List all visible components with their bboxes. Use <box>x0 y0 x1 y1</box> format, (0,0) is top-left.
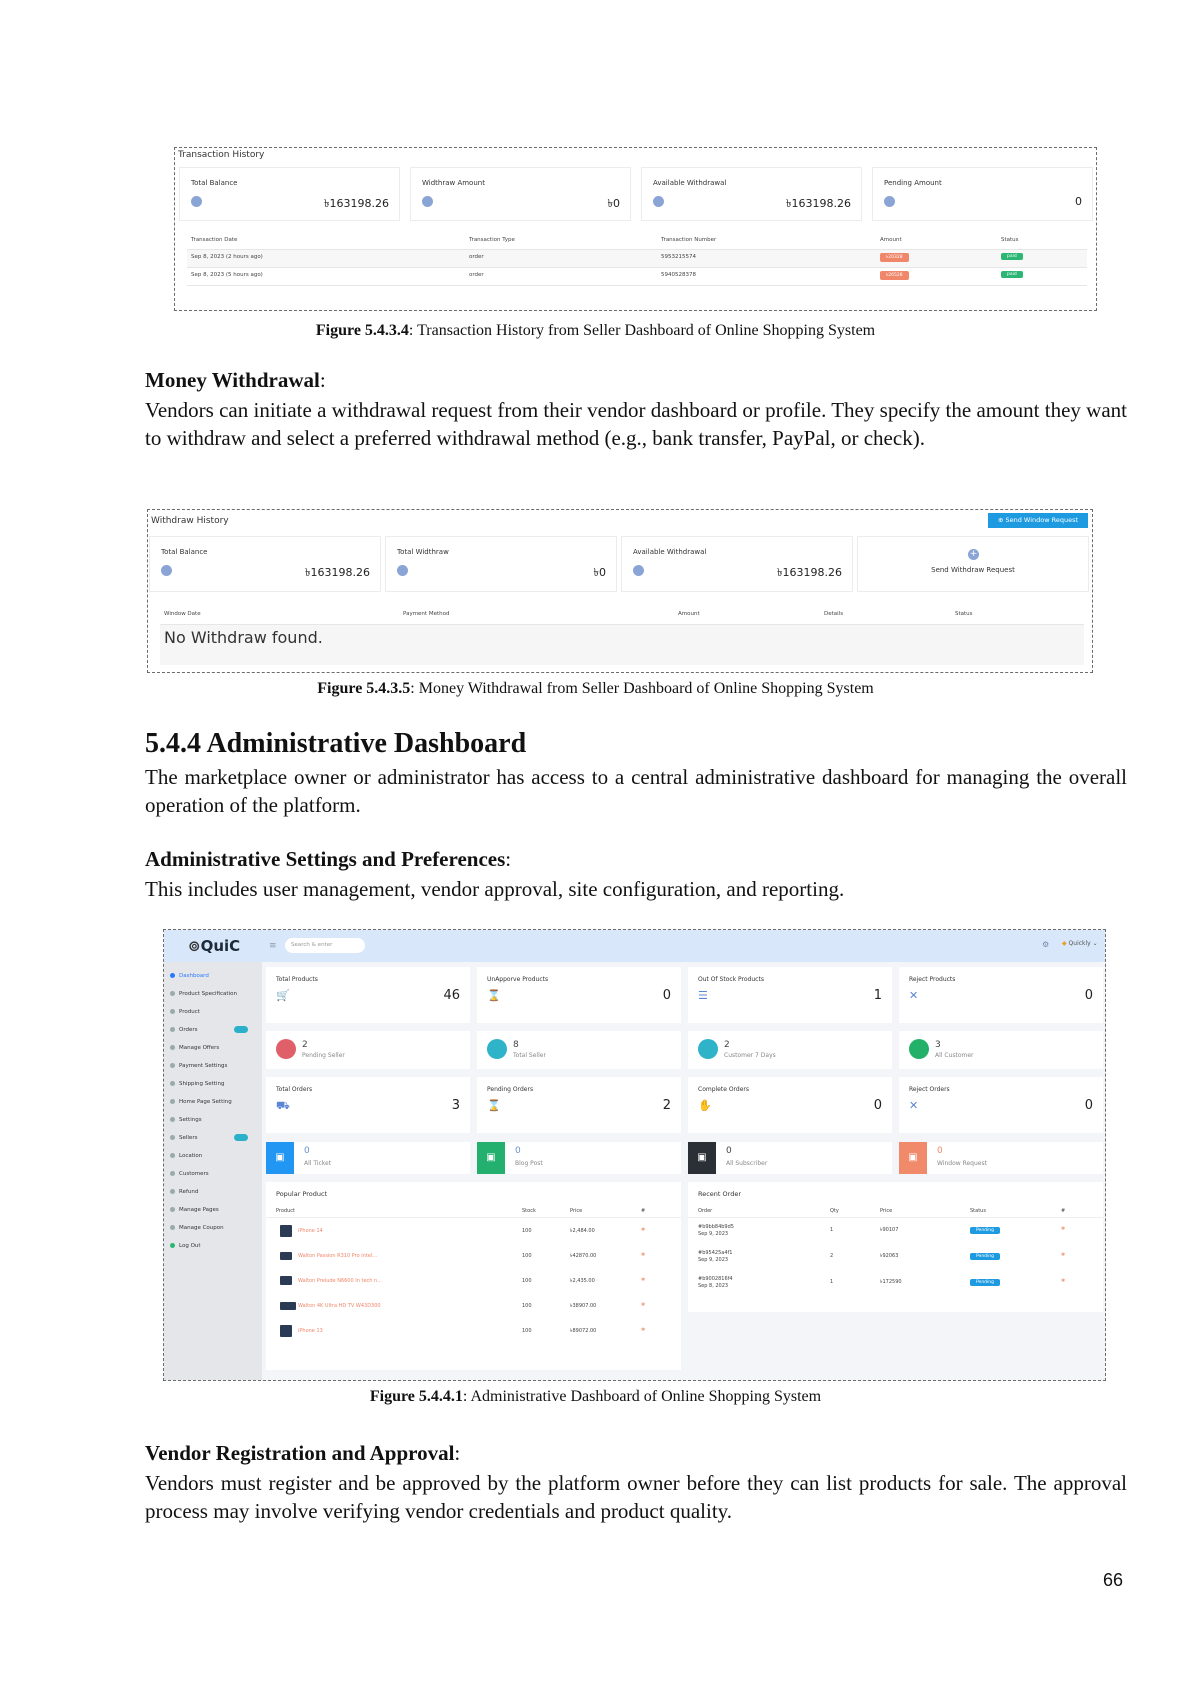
eye-icon[interactable]: ✱ <box>641 1252 646 1258</box>
gear-icon <box>170 991 175 996</box>
figure-caption: Figure 5.4.3.5: Money Withdrawal from Seller Dashboard of Online Shopping System <box>317 680 874 697</box>
vendor-paragraph: Vendors must register and be approved by the platform owner before they can list products for sale. The approval process may involve verifying vendor credentials and product quality. <box>145 1471 1127 1523</box>
pending-orders-card: Pending Orders ⌛ 2 <box>477 1077 681 1133</box>
user-icon <box>698 1039 718 1059</box>
table-row[interactable]: #b95425a4f1 Sep 9, 2023 2 ৳92063 Pending ✱ <box>698 1250 1066 1263</box>
transaction-history-figure <box>174 147 1097 311</box>
logo-mark-icon: ⊚ <box>188 937 201 955</box>
product-thumbnail <box>280 1252 292 1260</box>
sidebar-item-manage-coupon[interactable]: Manage Coupon <box>170 1225 224 1231</box>
window-request-tile[interactable]: ▣ 0 Window Request <box>899 1142 1103 1174</box>
status-badge: Pending <box>970 1253 1000 1260</box>
total-balance-card: Total Balance ৳163198.26 <box>150 537 380 591</box>
hourglass-icon: ⌛ <box>487 1099 501 1112</box>
money-withdrawal-paragraph: Vendors can initiate a withdrawal request from their vendor dashboard or profile. They specify the amount they want to withdraw and select a preferred withdrawal method (e.g., bank transfer, PayPal, or check). <box>145 398 1127 450</box>
available-withdrawal-card: Available Withdrawal ৳163198.26 <box>642 168 861 220</box>
blog-icon: ▣ <box>477 1142 505 1174</box>
figure-caption: Figure 5.4.3.4: Transaction History from Seller Dashboard of Online Shopping System <box>315 322 876 339</box>
user-icon <box>397 565 408 576</box>
user-icon <box>653 196 664 207</box>
search-input[interactable]: Search & enter <box>285 938 365 953</box>
figure-title: Transaction History <box>178 150 265 160</box>
pending-seller-card: 2 Pending Seller <box>266 1031 470 1069</box>
coupon-icon <box>170 1225 175 1230</box>
home-icon <box>170 973 175 978</box>
menu-icon[interactable]: ≡ <box>269 941 277 951</box>
sidebar-item-orders[interactable]: Orders <box>170 1027 198 1033</box>
sellers-icon <box>170 1135 175 1140</box>
section-heading: 5.4.4 Administrative Dashboard <box>145 728 527 759</box>
eye-icon[interactable]: ✱ <box>1061 1278 1066 1284</box>
shipping-icon <box>170 1081 175 1086</box>
table-row[interactable]: Walton Passion R310 Pro intel... 100 ৳42870.00 ✱ <box>266 1249 681 1269</box>
sidebar-item-payment-settings[interactable]: Payment Settings <box>170 1063 227 1069</box>
admin-settings-paragraph: This includes user management, vendor approval, site configuration, and reporting. <box>145 877 845 901</box>
amount-badge: ৳26528 <box>880 271 909 280</box>
reject-products-card: Reject Products ✕ 0 <box>899 967 1103 1023</box>
status-badge: Pending <box>970 1279 1000 1286</box>
customers-icon <box>170 1171 175 1176</box>
hourglass-icon: ⌛ <box>487 989 501 1002</box>
orders-badge <box>234 1026 248 1033</box>
settings-icon <box>170 1117 175 1122</box>
user-icon <box>884 196 895 207</box>
withdraw-table <box>160 607 1084 665</box>
reject-orders-card: Reject Orders ✕ 0 <box>899 1077 1103 1133</box>
total-balance-card: Total Balance ৳163198.26 <box>180 168 399 220</box>
section-paragraph: The marketplace owner or administrator has access to a central administrative dashboard for managing the overall operation of the platform. <box>145 765 1127 817</box>
sidebar-item-refund[interactable]: Refund <box>170 1189 198 1195</box>
user-icon <box>487 1039 507 1059</box>
handshake-icon: ✋ <box>698 1099 712 1112</box>
sidebar-item-location[interactable]: Location <box>170 1153 202 1159</box>
sidebar-item-shipping-setting[interactable]: Shipping Setting <box>170 1081 224 1087</box>
admin-settings-heading: Administrative Settings and Preferences: <box>145 847 512 871</box>
cart-icon <box>170 1009 175 1014</box>
sidebar <box>164 962 262 1381</box>
top-bar <box>164 930 1106 962</box>
plus-circle-icon: + <box>969 549 978 559</box>
database-icon: ☰ <box>698 989 708 1002</box>
product-thumbnail <box>280 1225 292 1237</box>
sidebar-item-home-page-setting[interactable]: Home Page Setting <box>170 1099 232 1105</box>
available-withdrawal-card: Available Withdrawal ৳163198.26 <box>622 537 852 591</box>
product-thumbnail <box>280 1276 292 1285</box>
customer-7-days-card: 2 Customer 7 Days <box>688 1031 892 1069</box>
unapproved-products-card: UnApporve Products ⌛ 0 <box>477 967 681 1023</box>
table-row: Sep 8, 2023 (2 hours ago) order 5953215574 ৳20328 paid <box>187 250 1087 268</box>
logo: ⊚QuiC <box>188 937 241 955</box>
sellers-badge <box>234 1134 248 1141</box>
table-row[interactable]: Walton 4K Ultra HD TV W43D300 100 ৳38907.00 ✱ <box>266 1299 681 1319</box>
amount-badge: ৳20328 <box>880 253 909 262</box>
status-badge: paid <box>1001 253 1023 260</box>
sidebar-item-settings[interactable]: Settings <box>170 1117 202 1123</box>
figure-caption: Figure 5.4.4.1: Administrative Dashboard of Online Shopping System <box>369 1388 822 1405</box>
vendor-heading: Vendor Registration and Approval: <box>145 1441 461 1465</box>
table-header: Transaction Date Transaction Type Transaction Number Amount Status <box>187 233 1087 250</box>
sidebar-item-product-specification[interactable]: Product Specification <box>170 991 237 997</box>
user-icon <box>191 196 202 207</box>
user-icon <box>909 1039 929 1059</box>
all-customer-card: 3 All Customer <box>899 1031 1103 1069</box>
eye-icon[interactable]: ✱ <box>641 1302 646 1308</box>
location-icon <box>170 1153 175 1158</box>
cart-icon: 🛒 <box>276 989 290 1002</box>
status-badge: paid <box>1001 271 1023 278</box>
empty-state: No Withdraw found. <box>164 628 323 647</box>
total-withdraw-card: Total Widthraw ৳0 <box>386 537 616 591</box>
subscriber-icon: ▣ <box>688 1142 716 1174</box>
chevron-down-icon: ⌄ <box>1092 940 1098 947</box>
table-row: Sep 8, 2023 (5 hours ago) order 5940528378 ৳26528 paid <box>187 268 1087 286</box>
all-subscriber-tile[interactable]: ▣ 0 All Subscriber <box>688 1142 892 1174</box>
eye-icon[interactable]: ✱ <box>1061 1252 1066 1258</box>
total-products-card: Total Products 🛒 46 <box>266 967 470 1023</box>
all-ticket-tile[interactable]: ▣ 0 All Ticket <box>266 1142 470 1174</box>
sidebar-item-product[interactable]: Product <box>170 1009 200 1015</box>
send-window-request-button[interactable]: ⊕ Send Window Request <box>988 513 1088 528</box>
refund-icon <box>170 1189 175 1194</box>
close-icon: ✕ <box>909 989 919 1002</box>
sidebar-item-dashboard[interactable]: Dashboard <box>170 973 209 979</box>
pages-icon <box>170 1207 175 1212</box>
page-number: 66 <box>1103 1570 1124 1590</box>
sidebar-item-manage-offers[interactable]: Manage Offers <box>170 1045 219 1051</box>
table-header: Product Stock Price # <box>266 1208 681 1218</box>
user-icon <box>161 565 172 576</box>
table-header: Order Qty Price Status # <box>688 1208 1103 1218</box>
offer-icon <box>170 1045 175 1050</box>
sidebar-item-customers[interactable]: Customers <box>170 1171 209 1177</box>
table-row[interactable]: iPhone 13 100 ৳89072.00 ✱ <box>266 1324 681 1344</box>
user-menu[interactable]: ◆ Quickly ⌄ <box>1062 940 1098 947</box>
figure-title: Withdraw History <box>151 516 229 526</box>
withdraw-history-figure <box>147 509 1093 673</box>
table-row[interactable]: iPhone 14 100 ৳2,484.00 ✱ <box>266 1224 681 1244</box>
settings-icon[interactable]: ⚙ <box>1042 940 1050 949</box>
table-row[interactable]: #b9bb84b9d5 Sep 9, 2023 1 ৳90107 Pending ✱ <box>698 1224 1066 1237</box>
withdraw-amount-card: Widthraw Amount ৳0 <box>411 168 630 220</box>
eye-icon[interactable]: ✱ <box>641 1327 646 1333</box>
sidebar-item-manage-pages[interactable]: Manage Pages <box>170 1207 219 1213</box>
popular-product-panel: Popular Product Product Stock Price # iPhone 14 100 ৳2,484.00 ✱ Walton Passion R310 Pro intel... 100 ৳42870.00 ✱ Walton Prelude N6600 In tech n... 100 ৳2,435.00 ✱ Walton 4K Ultra HD TV W43D300 100 ৳38907.00 ✱ iPhone 13 100 ৳89072.00 ✱ <box>266 1182 681 1370</box>
send-withdraw-request-card[interactable]: + Send Withdraw Request <box>858 537 1088 591</box>
pending-amount-card: Pending Amount 0 <box>873 168 1092 220</box>
home-page-icon <box>170 1099 175 1104</box>
ticket-icon: ▣ <box>266 1142 294 1174</box>
user-icon <box>422 196 433 207</box>
eye-icon[interactable]: ✱ <box>641 1277 646 1283</box>
plus-icon: ⊕ <box>997 516 1006 524</box>
recent-order-panel: Recent Order Order Qty Price Status # #b9bb84b9d5 Sep 9, 2023 1 ৳90107 Pending ✱ #b95425a4f1 Sep 9, 2023 2 ৳92063 Pending ✱ #b9002816f4 Sep 8, 2023 1 ৳172590 Pending ✱ <box>688 1182 1103 1312</box>
sidebar-item-sellers[interactable]: Sellers <box>170 1135 197 1141</box>
payment-icon <box>170 1063 175 1068</box>
total-orders-card: Total Orders ⛟ 3 <box>266 1077 470 1133</box>
admin-dashboard-figure <box>163 929 1106 1381</box>
eye-icon[interactable]: ✱ <box>1061 1226 1066 1232</box>
money-withdrawal-heading: Money Withdrawal: <box>145 368 326 392</box>
blog-post-tile[interactable]: ▣ 0 Blog Post <box>477 1142 681 1174</box>
user-icon <box>633 565 644 576</box>
product-thumbnail <box>280 1302 296 1310</box>
sidebar-item-log-out[interactable]: Log Out <box>170 1243 201 1249</box>
avatar-icon: ◆ <box>1062 940 1067 947</box>
table-header: Window Date Payment Method Amount Details Status <box>160 607 1084 625</box>
complete-orders-card: Complete Orders ✋ 0 <box>688 1077 892 1133</box>
product-thumbnail <box>280 1325 292 1337</box>
table-row[interactable]: Walton Prelude N6600 In tech n... 100 ৳2,435.00 ✱ <box>266 1274 681 1294</box>
total-seller-card: 8 Total Seller <box>477 1031 681 1069</box>
logout-icon <box>170 1243 175 1248</box>
out-of-stock-card: Out Of Stock Products ☰ 1 <box>688 967 892 1023</box>
truck-icon: ⛟ <box>276 1099 290 1112</box>
user-icon <box>276 1039 296 1059</box>
status-badge: Pending <box>970 1227 1000 1234</box>
orders-icon <box>170 1027 175 1032</box>
table-row[interactable]: #b9002816f4 Sep 8, 2023 1 ৳172590 Pending ✱ <box>698 1276 1066 1289</box>
transaction-table <box>187 233 1087 295</box>
eye-icon[interactable]: ✱ <box>641 1227 646 1233</box>
request-icon: ▣ <box>899 1142 927 1174</box>
close-icon: ✕ <box>909 1099 919 1112</box>
